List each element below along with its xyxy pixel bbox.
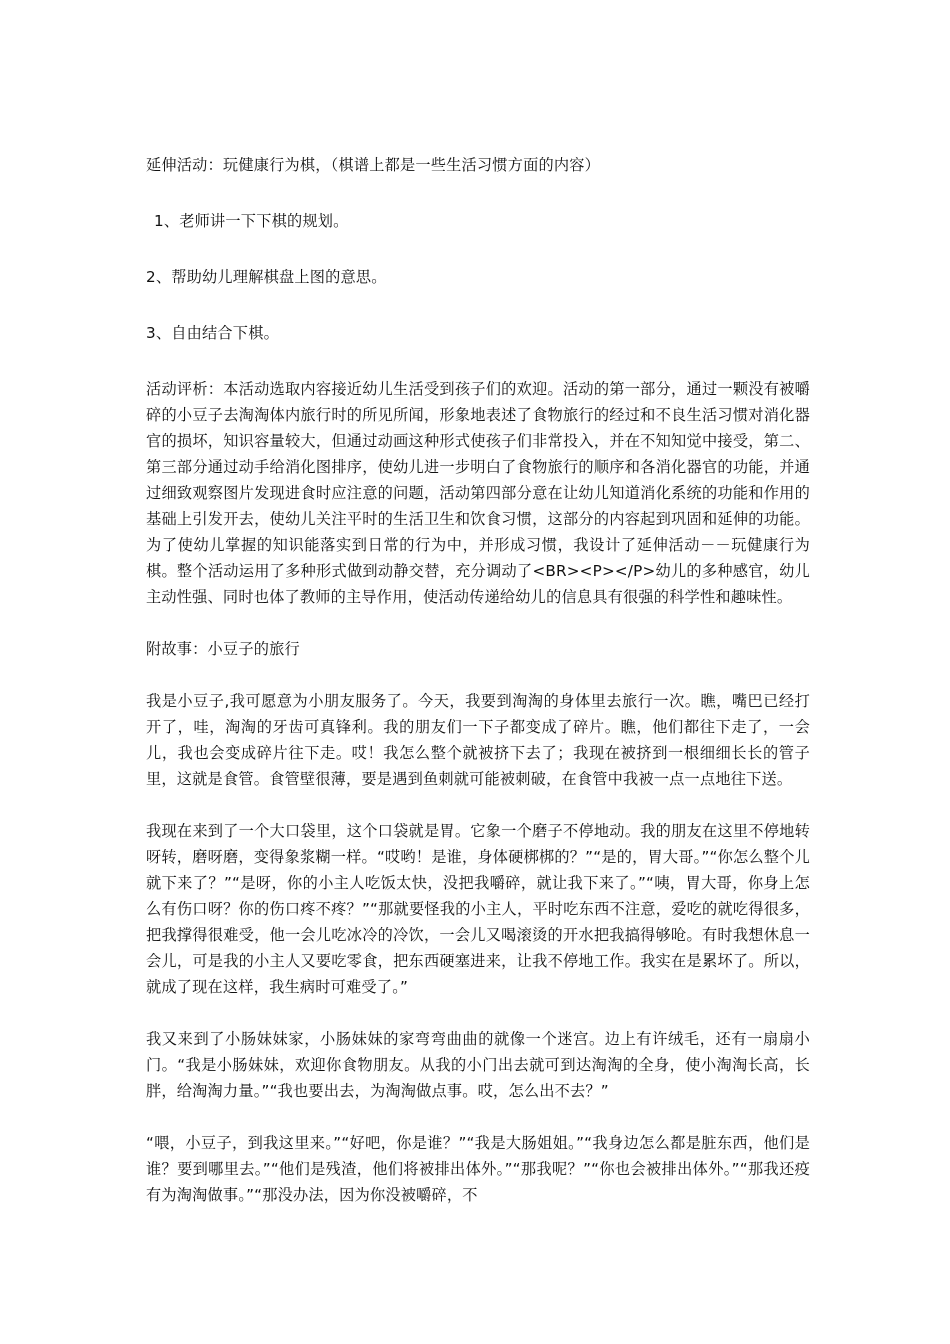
list-item-1: 1、老师讲一下下棋的规划。 bbox=[154, 212, 349, 230]
extension-activity-heading: 延伸活动：玩健康行为棋，（棋谱上都是一些生活习惯方面的内容） bbox=[146, 156, 601, 174]
story-paragraph-4: “喂，小豆子，到我这里来。”“好吧，你是谁？”“我是大肠姐姐。”“我身边怎么都是脏东西，他们是谁？要到哪里去。”“他们是残渣，他们将被排出体外。”“那我呢？”“你也会被排出体外。”“那我还疫有为淘淘做事。”“那没办法，因为你没被嚼碎，不 bbox=[146, 1134, 810, 1204]
list-item-3: 3、自由结合下棋。 bbox=[146, 324, 279, 342]
list-item-2: 2、帮助幼儿理解棋盘上图的意思。 bbox=[146, 268, 387, 286]
story-paragraph-1: 我是小豆子,我可愿意为小朋友服务了。今天，我要到淘淘的身体里去旅行一次。瞧，嘴巴已经打开了，哇，淘淘的牙齿可真锋利。我的朋友们一下子都变成了碎片。瞧，他们都往下走了，一会儿，我也会变成碎片往下走。哎！我怎么整个就被挤下去了；我现在被挤到一根细细长长的管子里，这就是食管。食管壁很薄，要是遇到鱼刺就可能被刺破，在食管中我被一点一点地往下送。 bbox=[146, 692, 810, 788]
story-paragraph-2: 我现在来到了一个大口袋里，这个口袋就是胃。它象一个磨子不停地动。我的朋友在这里不停地转呀转，磨呀磨，变得象浆糊一样。“哎哟！是谁，身体硬梆梆的？”“是的，胃大哥。”“你怎么整个儿就下来了？”“是呀，你的小主人吃饭太快，没把我嚼碎，就让我下来了。”“咦，胃大哥，你身上怎么有伤口呀？你的伤口疼不疼？”“那就要怪我的小主人，平时吃东西不注意，爱吃的就吃得很多，把我撑得很难受，他一会儿吃冰冷的冷饮，一会儿又喝滚烫的开水把我搞得够呛。有时我想休息一会儿，可是我的小主人又要吃零食，把东西硬塞进来，让我不停地工作。我实在是累坏了。所以，就成了现在这样，我生病时可难受了。” bbox=[146, 822, 810, 996]
story-title: 附故事：小豆子的旅行 bbox=[146, 640, 300, 658]
activity-analysis-paragraph: 活动评析：本活动选取内容接近幼儿生活受到孩子们的欢迎。活动的第一部分，通过一颗没有被嚼碎的小豆子去淘淘体内旅行时的所见所闻，形象地表述了食物旅行的经过和不良生活习惯对消化器官的损坏，知识容量较大，但通过动画这种形式使孩子们非常投入，并在不知知觉中接受，第二、第三部分通过动手给消化图排序，使幼儿进一步明白了食物旅行的顺序和各消化器官的功能，并通过细致观察图片发现进食时应注意的问题，活动第四部分意在让幼儿知道消化系统的功能和作用的基础上引发开去，使幼儿关注平时的生活卫生和饮食习惯，这部分的内容起到巩固和延伸的功能。为了使幼儿掌握的知识能落实到日常的行为中，并形成习惯，我设计了延伸活动－－玩健康行为棋。整个活动运用了多种形式做到动静交替，充分调动了<BR><P></P>幼儿的多种感官，幼儿主动性强、同时也体了教师的主导作用，使活动传递给幼儿的信息具有很强的科学性和趣味性。 bbox=[146, 380, 810, 606]
story-paragraph-3: 我又来到了小肠妹妹家，小肠妹妹的家弯弯曲曲的就像一个迷宫。边上有许绒毛，还有一扇扇小门。“我是小肠妹妹，欢迎你食物朋友。从我的小门出去就可到达淘淘的全身，使小淘淘长高，长胖，给淘淘力量。”“我也要出去，为淘淘做点事。哎，怎么出不去？” bbox=[146, 1030, 810, 1100]
